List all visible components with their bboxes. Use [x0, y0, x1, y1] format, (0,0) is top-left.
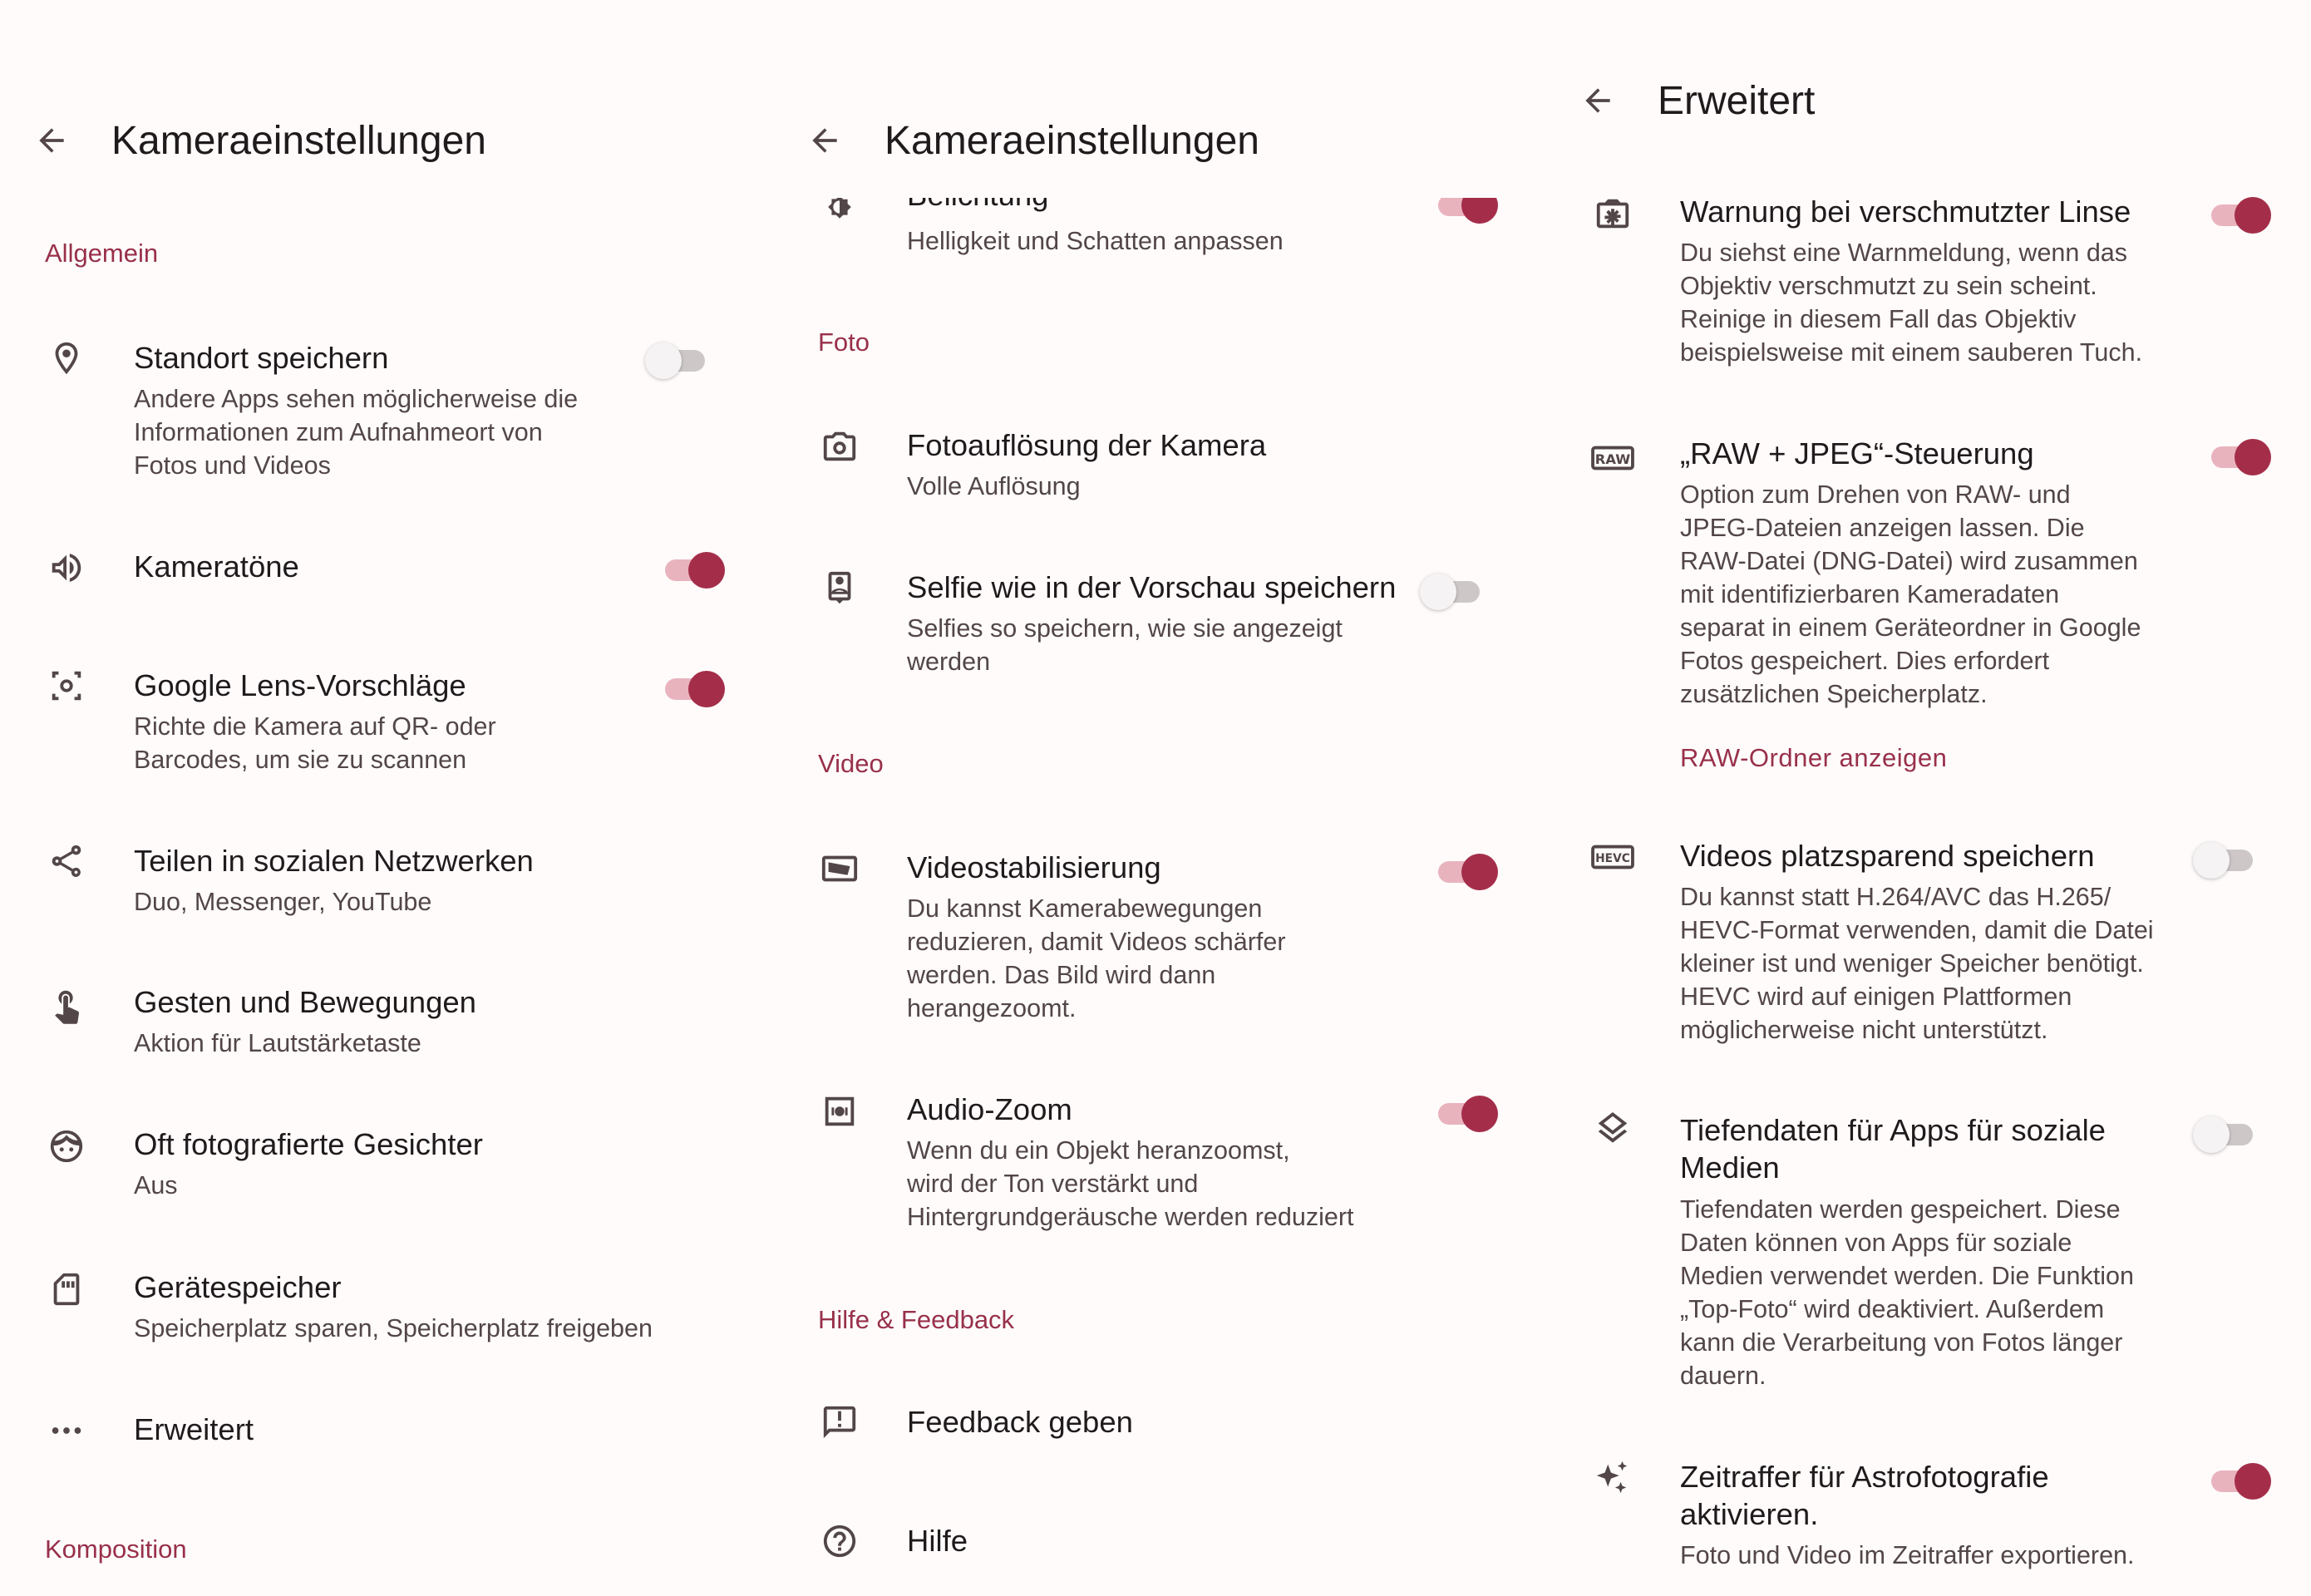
speaker-icon: [47, 549, 86, 587]
gesture-icon: [47, 986, 86, 1024]
camera-icon: [820, 427, 859, 466]
google-lens-toggle[interactable]: [662, 668, 725, 710]
setting-description: Option zum Drehen von RAW- und JPEG-Dateien anzeigen lassen. Die RAW-Datei (DNG-Datei) wird zusammen mit identifizierbaren Kameradaten separat in einem Geräteordner in Google Fotos gespeichert. Dies erfordert zusätzlichen Speicherplatz.: [1680, 480, 2141, 708]
setting-title: Videos platzsparend speichern: [1680, 839, 2095, 873]
dirty-lens-toggle[interactable]: [2208, 195, 2271, 236]
setting-title: „RAW + JPEG“-Steuerung: [1680, 436, 2034, 470]
svg-text:HEVC: HEVC: [1595, 852, 1630, 866]
setting-description: Du kannst Kamerabewegungen reduzieren, damit Videos schärfer werden. Das Bild wird dann herangezoomt.: [907, 894, 1286, 1022]
layers-icon: [1594, 1112, 1632, 1150]
more-dots-icon: [47, 1411, 86, 1450]
raw-icon: [1590, 439, 1635, 477]
page-title: Erweitert: [1658, 79, 1816, 123]
setting-description: Aktion für Lautstärketaste: [134, 1029, 421, 1057]
section-header-photo: Foto: [818, 328, 870, 357]
astro-timelapse-toggle[interactable]: [2208, 1461, 2271, 1502]
setting-description: Duo, Messenger, YouTube: [134, 888, 432, 916]
setting-title: Hilfe: [907, 1524, 968, 1558]
back-arrow-icon[interactable]: [1579, 82, 1616, 119]
setting-description: Andere Apps sehen möglicherweise die Informationen zum Aufnahmeort von Fotos und Videos: [134, 385, 579, 480]
setting-description: Aus: [134, 1171, 178, 1199]
setting-description: Volle Auflösung: [907, 472, 1081, 500]
section-header-general: Allgemein: [45, 239, 159, 268]
setting-title: Warnung bei verschmutzter Linse: [1680, 195, 2131, 229]
setting-description: Foto und Video im Zeitraffer exportieren.: [1680, 1541, 2135, 1569]
setting-title: Erweitert: [134, 1412, 254, 1446]
raw-jpeg-toggle[interactable]: [2208, 436, 2271, 478]
setting-title: Fotoauflösung der Kamera: [907, 428, 1267, 462]
setting-title: Audio-Zoom: [907, 1092, 1072, 1126]
feedback-icon: [820, 1403, 859, 1441]
page-title: Kameraeinstellungen: [884, 119, 1259, 163]
svg-text:RAW: RAW: [1594, 451, 1631, 467]
setting-title: Tiefendaten für Apps für soziale Medien: [1680, 1113, 2106, 1185]
setting-title: Google Lens-Vorschläge: [134, 668, 466, 702]
page-title: Kameraeinstellungen: [111, 119, 486, 163]
setting-description: Helligkeit und Schatten anpassen: [907, 227, 1284, 255]
back-arrow-icon[interactable]: [33, 122, 70, 159]
video-stabilization-icon: [820, 850, 859, 888]
lens-icon: [47, 667, 86, 705]
face-icon: [47, 1127, 86, 1165]
setting-description: Wenn du ein Objekt heranzoomst, wird der Ton verstärkt und Hintergrundgeräusche werden reduziert: [907, 1136, 1354, 1231]
settings-panel-camera-scrolled: [773, 0, 1541, 1596]
camera-sounds-toggle[interactable]: [662, 549, 725, 591]
setting-description: Du siehst eine Warnmeldung, wenn das Objektiv verschmutzt zu sein scheint. Reinige in diesem Fall das Objektiv beispielsweise mit einem sauberen Tuch.: [1680, 239, 2143, 367]
audio-zoom-toggle[interactable]: [1435, 1093, 1498, 1135]
section-header-help: Hilfe & Feedback: [818, 1305, 1015, 1334]
save-location-toggle[interactable]: [645, 340, 708, 382]
setting-description: Selfies so speichern, wie sie angezeigt werden: [907, 614, 1343, 676]
selfie-preview-toggle[interactable]: [1420, 571, 1483, 613]
sparkle-icon: [1594, 1458, 1632, 1496]
settings-panel-advanced: [1546, 0, 2311, 1596]
setting-title: Videostabilisierung: [907, 850, 1161, 884]
sd-card-icon: [47, 1270, 86, 1308]
setting-title: Oft fotografierte Gesichter: [134, 1127, 483, 1161]
share-icon: [47, 842, 86, 880]
setting-title: Feedback geben: [907, 1405, 1133, 1439]
setting-description: Tiefendaten werden gespeichert. Diese Daten können von Apps für soziale Medien verwendet werden. Die Funktion „Top-Foto“ wird deaktiviert. Außerdem kann die Verarbeitung von Fotos länger dauern.: [1680, 1195, 2134, 1390]
setting-title: Selfie wie in der Vorschau speichern: [907, 570, 1397, 604]
setting-title: Teilen in sozialen Netzwerken: [134, 844, 534, 878]
location-pin-icon: [47, 339, 86, 377]
setting-title: Kameratöne: [134, 549, 299, 584]
setting-title: Gerätespeicher: [134, 1270, 342, 1304]
audio-zoom-icon: [820, 1092, 859, 1130]
setting-title: Zeitraffer für Astrofotografie aktivieren.: [1680, 1460, 2049, 1531]
help-icon: [820, 1522, 859, 1560]
settings-panel-camera: [0, 0, 768, 1596]
show-raw-folder-link[interactable]: RAW-Ordner anzeigen: [1680, 743, 1948, 772]
app-bar: [773, 0, 1541, 198]
setting-title: Gesten und Bewegungen: [134, 985, 476, 1019]
setting-description: Du kannst statt H.264/AVC das H.265/ HEVC-Format verwenden, damit die Datei kleiner ist und weniger Speicher benötigt. HEVC wird auf einigen Plattformen möglicherweise nicht unterstützt.: [1680, 883, 2154, 1044]
setting-title: Standort speichern: [134, 341, 389, 375]
setting-description: Speicherplatz sparen, Speicherplatz freigeben: [134, 1314, 653, 1342]
depth-data-toggle[interactable]: [2193, 1114, 2256, 1155]
section-header-composition: Komposition: [45, 1534, 187, 1564]
dirty-lens-icon: [1594, 195, 1632, 233]
section-header-video: Video: [818, 749, 884, 778]
back-arrow-icon[interactable]: [806, 122, 843, 159]
selfie-portrait-icon: [820, 570, 859, 608]
hevc-toggle[interactable]: [2193, 840, 2256, 881]
setting-description: Richte die Kamera auf QR- oder Barcodes, um sie zu scannen: [134, 712, 496, 774]
video-stabilization-toggle[interactable]: [1435, 851, 1498, 893]
hevc-icon: [1590, 838, 1635, 876]
